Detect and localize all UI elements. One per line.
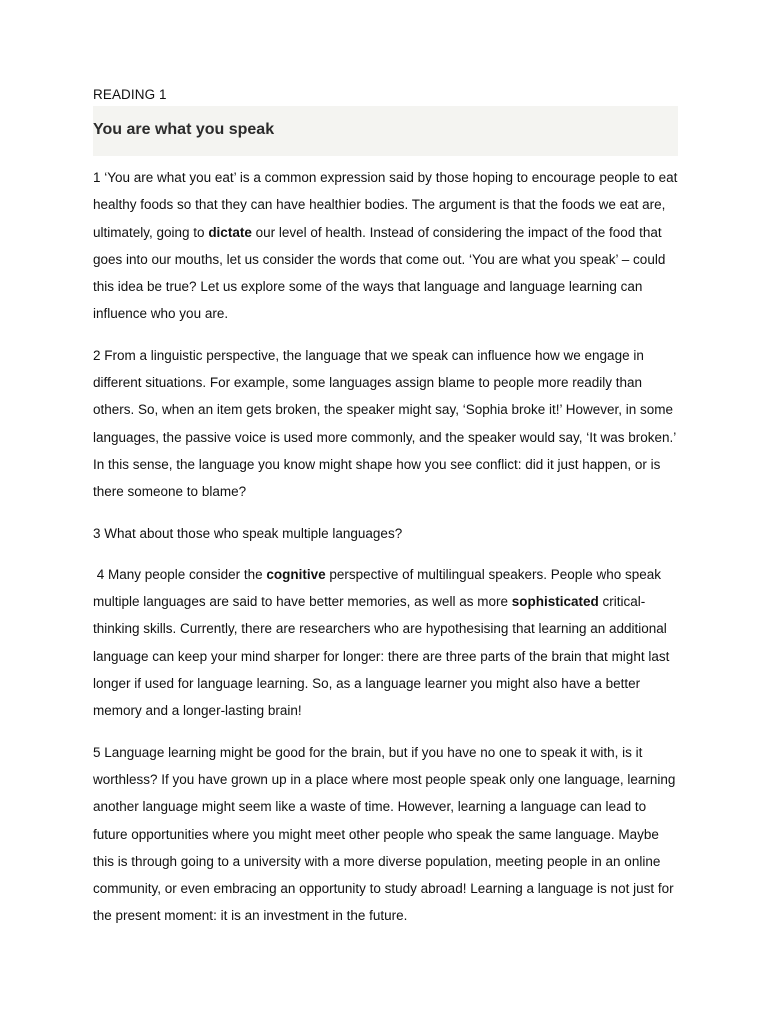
keyword-sophisticated: sophisticated bbox=[511, 594, 599, 610]
paragraph-1-text-a: 1 ‘You are what you eat’ is a common expression said by those hoping to encourage people to eat healthy foods so that they can have healthier bodies. The argument is that the foods we eat are, ultimately, going to bbox=[93, 170, 678, 240]
paragraph-1 bbox=[93, 164, 678, 328]
paragraph-2: 2 From a linguistic perspective, the language that we speak can influence how we engage in different situations. For example, some languages assign blame to people more readily than others. So, when an item gets broken, the speaker might say, ‘Sophia broke it!’ However, in some languages, the passive voice is used more commonly, and the speaker would say, ‘It was broken.’ In this sense, the language you know might shape how you see conflict: did it just happen, or is there someone to blame? bbox=[93, 347, 676, 500]
paragraph-4-text-e: critical-thinking skills. Currently, there are researchers who are hypothesising that learning an additional language can keep your mind sharper for longer: there are three parts of the brain that might last longer if used for language learning. So, as a language learner you might also have a better memory and a longer-lasting brain! bbox=[93, 594, 670, 719]
page-title: You are what you speak bbox=[93, 121, 275, 138]
title-banner bbox=[93, 106, 678, 156]
reading-label: READING 1 bbox=[93, 87, 167, 102]
paragraph-4-text-c: perspective of multilingual speakers. People who speak multiple languages are said to have better memories, as well as more bbox=[93, 566, 662, 610]
keyword-cognitive: cognitive bbox=[266, 566, 326, 582]
paragraph-3: 3 What about those who speak multiple languages? bbox=[93, 525, 403, 541]
paragraph-1-text-c: our level of health. Instead of considering the impact of the food that goes into our mouths, let us consider the words that come out. ‘You are what you speak’ – could this idea be true? Let us explore some of the ways that language and language learning can influence who you are. bbox=[93, 224, 666, 322]
paragraph-4 bbox=[93, 561, 678, 725]
keyword-dictate: dictate bbox=[208, 224, 252, 240]
paragraph-4-text-a: 4 Many people consider the bbox=[93, 566, 267, 582]
reading-document bbox=[93, 86, 678, 930]
paragraph-5: 5 Language learning might be good for the brain, but if you have no one to speak it with, is it worthless? If you have grown up in a place where most people speak only one language, learning another language might seem like a waste of time. However, learning a language can lead to future opportunities where you might meet other people who speak the same language. Maybe this is through going to a university with a more diverse population, meeting people in an online community, or even embracing an opportunity to study abroad! Learning a language is not just for the present moment: it is an investment in the future. bbox=[93, 744, 676, 924]
